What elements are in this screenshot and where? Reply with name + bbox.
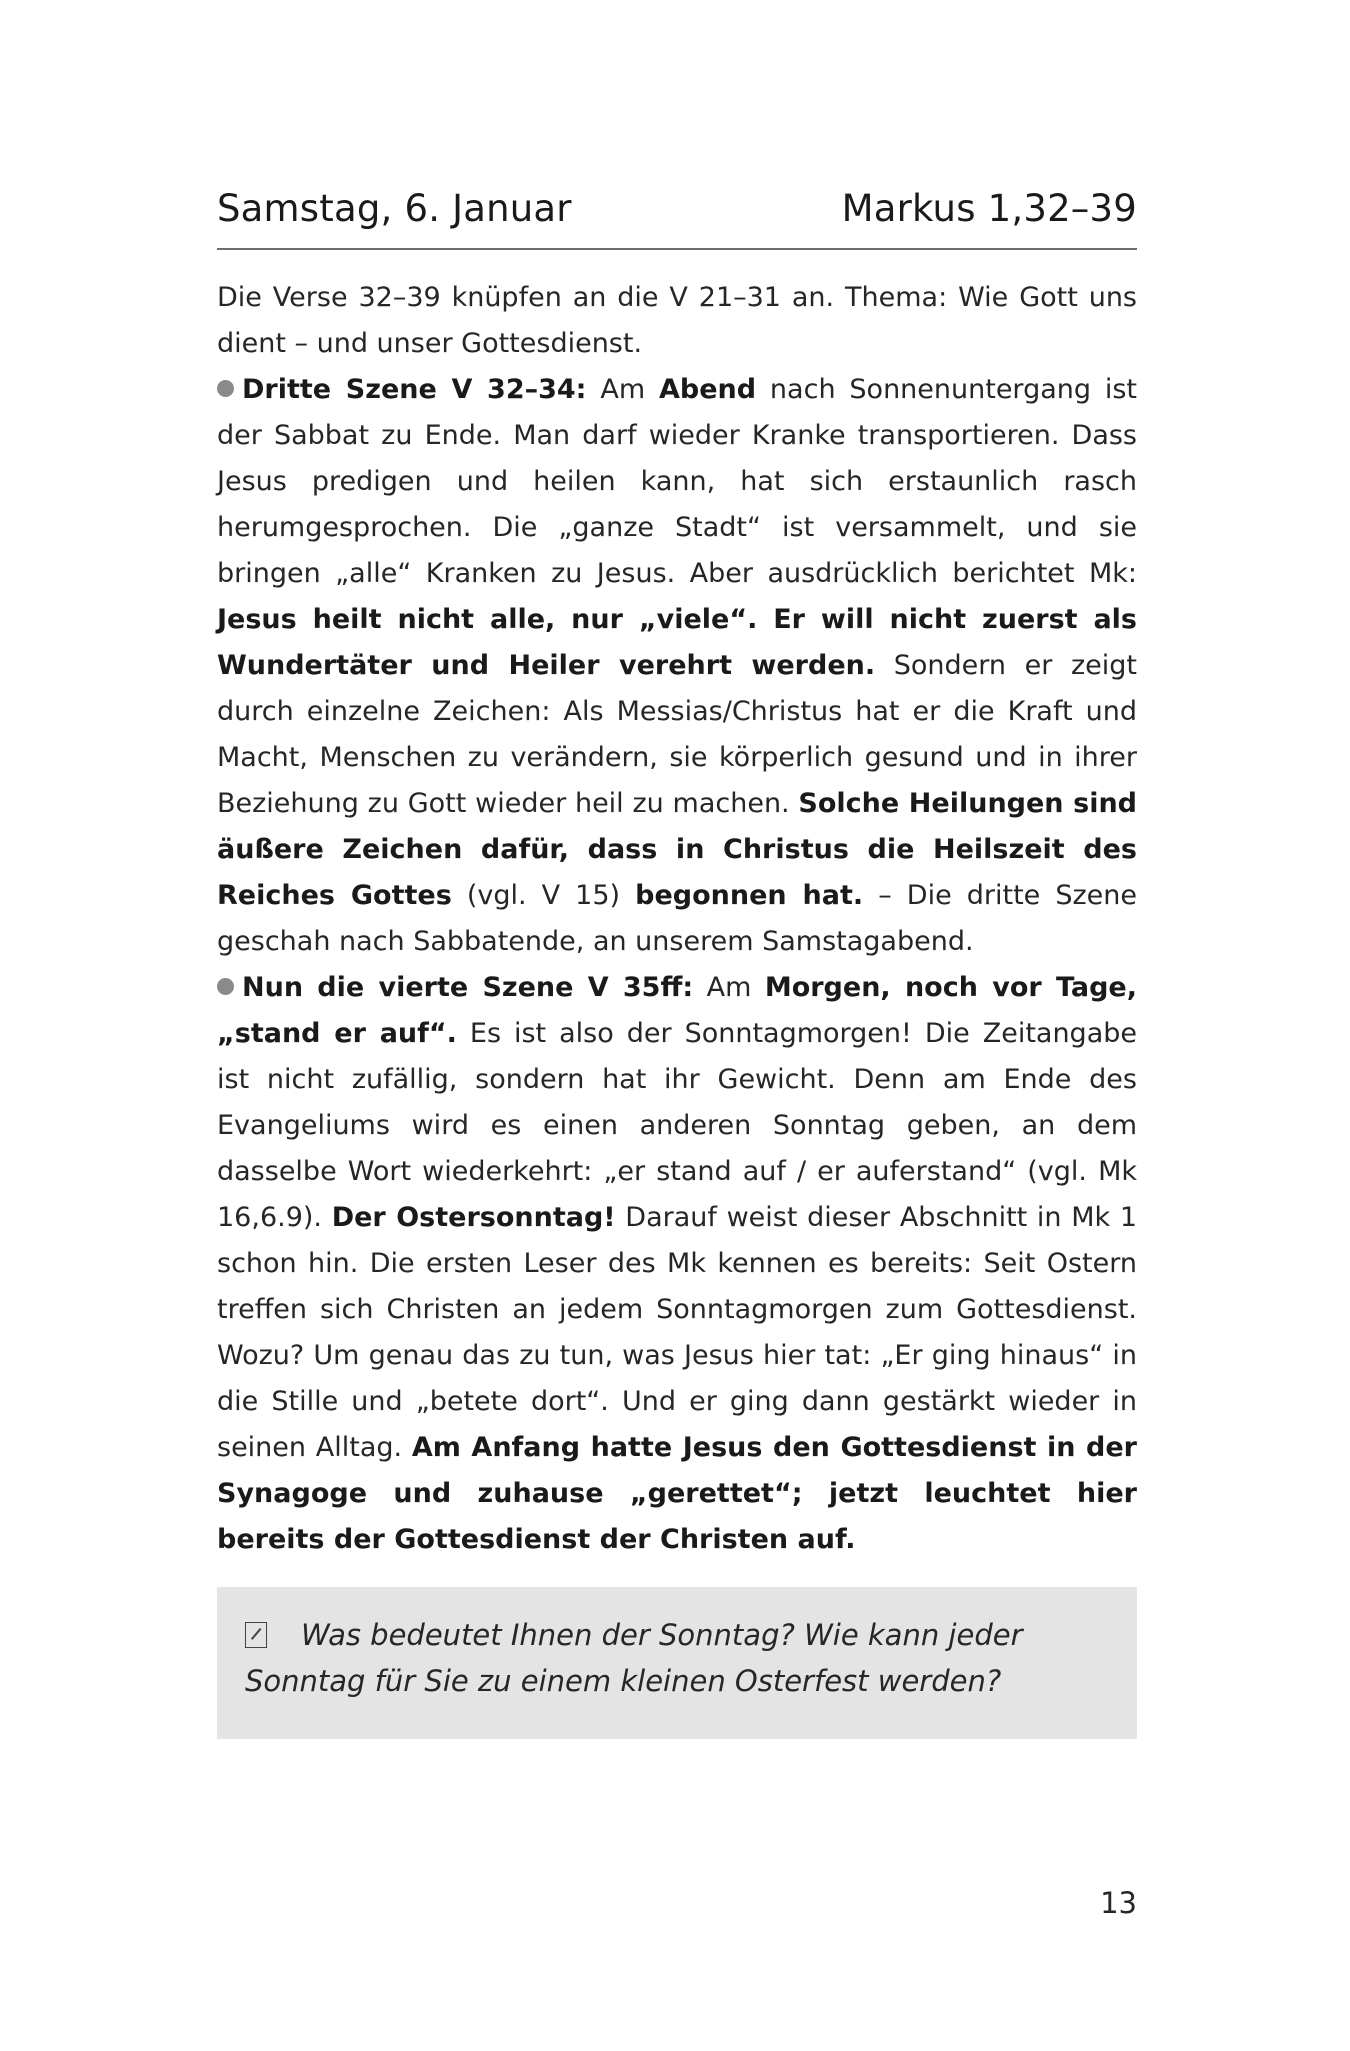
body-text-run: Am — [586, 374, 659, 405]
body-text-run: Sondern er zeigt durch einzelne Zeichen: Als Messias/Christus hat er die Kraft und Macht, Menschen zu verändern, sie körperlich gesund und in ihrer Beziehung zu Gott wieder heil zu machen. — [217, 650, 1137, 819]
bold-text: Morgen, noch vor Tage, „stand er auf“. — [217, 972, 1138, 1049]
bold-text: Abend — [658, 374, 757, 405]
bold-text: Dritte Szene V 32–34: — [242, 374, 587, 405]
reflection-question-text: Was bedeutet Ihnen der Sonntag? Wie kann jeder Sonntag für Sie zu einem kleinen Osterfest werden? — [245, 1618, 1023, 1698]
bold-text: Jesus heilt nicht alle, nur „viele“. Er will nicht zuerst als Wundertäter und Heiler verehrt werden. — [217, 604, 1137, 681]
reflection-question-box — [217, 1587, 1137, 1739]
body-text-run: – Die dritte Szene geschah nach Sabbatende, an unserem Samstagabend. — [217, 880, 1138, 957]
bullet-icon — [217, 380, 234, 397]
header-scripture-reference: Markus 1,32–39 — [841, 187, 1137, 230]
bold-text: Der Ostersonntag! — [331, 1202, 616, 1233]
body-text-run: Darauf weist dieser Abschnitt in Mk 1 schon hin. Die ersten Leser des Mk kennen es bereits: Seit Ostern treffen sich Christen an jedem Sonntagmorgen zum Gottesdienst. Wozu? Um genau das zu tun, was Jesus hier tat: „Er ging hinaus“ in die Stille und „betete dort“. Und er ging dann gestärkt wieder in seinen Alltag. — [217, 1202, 1138, 1463]
body-text-run: (vgl. V 15) — [451, 880, 636, 911]
body-text-run: Am — [693, 972, 765, 1003]
bold-text: begonnen hat. — [635, 880, 864, 911]
paragraph-third-scene — [217, 367, 1137, 965]
bullet-icon — [217, 978, 234, 995]
page-header — [217, 186, 1137, 250]
pen-icon — [245, 1622, 267, 1648]
intro-paragraph: Die Verse 32–39 knüpfen an die V 21–31 an. Thema: Wie Gott uns dient – und unser Gottesdienst. — [217, 282, 1137, 359]
paragraph-fourth-scene — [217, 965, 1137, 1563]
header-date: Samstag, 6. Januar — [217, 187, 572, 230]
bold-text: Am Anfang hatte Jesus den Gottesdienst in der Synagoge und zuhause „gerettet“; jetzt leuchtet hier bereits der Gottesdienst der Christen auf. — [217, 1432, 1137, 1555]
bold-text: Nun die vierte Szene V 35ff: — [242, 972, 694, 1003]
page-number: 13 — [1100, 1886, 1137, 1920]
body-text — [217, 275, 1137, 1563]
bold-text: Solche Heilungen sind äußere Zeichen dafür, dass in Christus die Heilszeit des Reiches Gottes — [217, 788, 1137, 911]
body-text-run: Es ist also der Sonntagmorgen! Die Zeitangabe ist nicht zufällig, sondern hat ihr Gewicht. Denn am Ende des Evangeliums wird es einen anderen Sonntag geben, an dem dasselbe Wort wiederkehrt: „er stand auf / er auferstand“ (vgl. Mk 16,6.9). — [217, 1018, 1137, 1233]
body-text-run: nach Sonnenuntergang ist der Sabbat zu Ende. Man darf wieder Kranke transportieren. Dass Jesus predigen und heilen kann, hat sich erstaunlich rasch herumgesprochen. Die „ganze Stadt“ ist versammelt, und sie bringen „alle“ Kranken zu Jesus. Aber ausdrücklich berichtet Mk: — [217, 374, 1138, 589]
